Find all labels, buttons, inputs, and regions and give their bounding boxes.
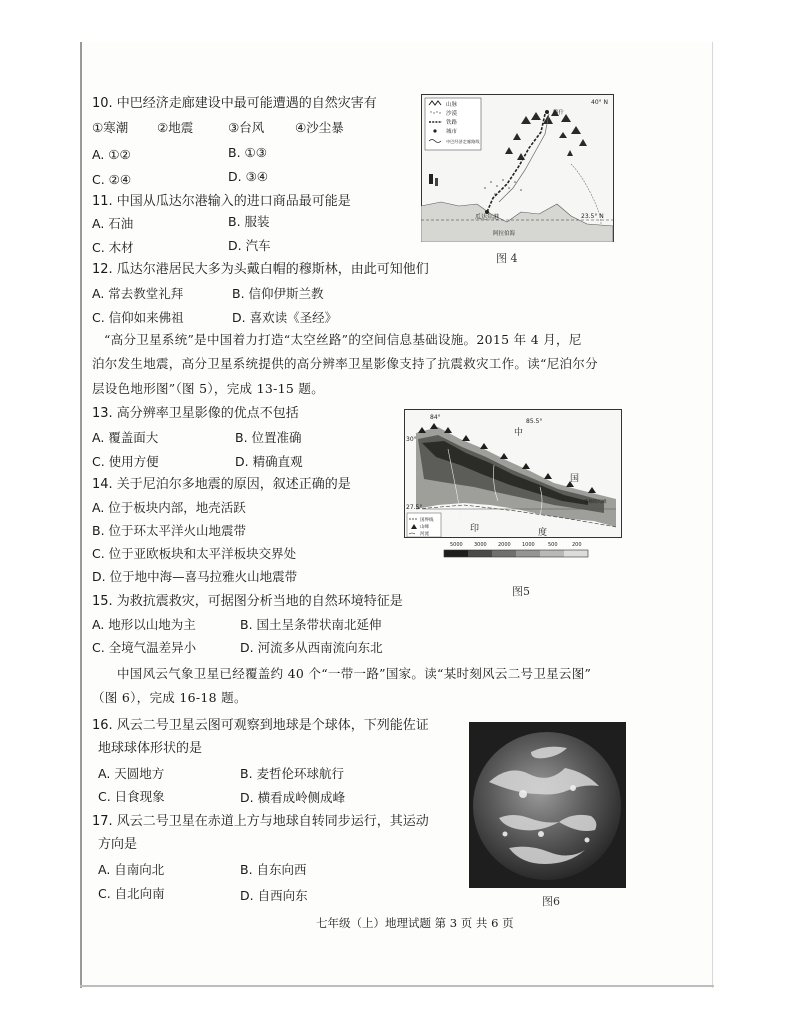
q13-option-d[interactable]: D. 精确直观: [235, 454, 303, 469]
fig4-caption: 图 4: [496, 252, 518, 265]
q12-option-b[interactable]: B. 信仰伊斯兰教: [232, 286, 324, 301]
q17-option-b[interactable]: B. 自东向西: [240, 862, 307, 877]
page-shadow-right: [712, 42, 713, 988]
passage1-line-1: “高分卫星系统”是中国着力打造“太空丝路”的空间信息基础设施。2015 年 4 月，尼: [104, 332, 582, 347]
page-footer: 七年级（上）地理试题 第 3 页 共 6 页: [316, 916, 514, 930]
q17-option-c[interactable]: C. 自北向南: [98, 886, 165, 901]
q16-stem-line-2: 地球球体形状的是: [98, 741, 203, 756]
q14-stem: 14. 关于尼泊尔多地震的原因，叙述正确的是: [92, 477, 351, 492]
q17-stem-line-1: 17. 风云二号卫星在赤道上方与地球自转同步运行，其运动: [92, 814, 429, 829]
q10-option-b[interactable]: B. ①③: [228, 145, 267, 160]
fig5-legend-border: 国界线: [420, 518, 434, 523]
fig4-label-lat-23: 23.5° N: [581, 213, 604, 220]
fig5-scale-5000: 5000: [450, 542, 463, 548]
q14-option-b[interactable]: B. 位于环太平洋火山地震带: [92, 523, 247, 538]
page-shadow-bottom: [80, 985, 714, 987]
q12-stem: 12. 瓜达尔港居民大多为头戴白帽的穆斯林，由此可知他们: [92, 262, 429, 277]
fig5-scale-3000: 3000: [474, 542, 487, 548]
q17-stem-line-2: 方向是: [98, 837, 138, 852]
q13-stem: 13. 高分辨率卫星影像的优点不包括: [92, 406, 299, 421]
fig5-scale-1000: 1000: [522, 542, 535, 548]
fig5-label-china-2: 国: [570, 474, 580, 484]
fig5-label-india-2: 度: [538, 528, 548, 538]
q13-option-a[interactable]: A. 覆盖面大: [92, 430, 159, 445]
fig5-scale-500: 500: [548, 542, 558, 548]
q15-option-b[interactable]: B. 国土呈条带状南北延伸: [240, 617, 382, 632]
fig5-caption: 图5: [512, 585, 530, 598]
fig5-label-india-1: 印: [470, 524, 480, 534]
q14-option-c[interactable]: C. 位于亚欧板块和太平洋板块交界处: [92, 546, 297, 561]
q16-option-a[interactable]: A. 天圆地方: [98, 766, 165, 781]
fig5-label-china-1: 中: [514, 428, 524, 438]
fig4-label-kashgar: 喀什: [553, 110, 565, 116]
q12-option-d[interactable]: D. 喜欢读《圣经》: [232, 310, 338, 325]
q14-option-d[interactable]: D. 位于地中海—喜马拉雅火山地震带: [92, 569, 298, 584]
passage1-line-2: 泊尔发生地震，高分卫星系统提供的高分辨率卫星影像支持了抗震救灾工作。读“尼泊尔分: [92, 356, 598, 371]
q15-option-d[interactable]: D. 河流多从西南流向东北: [240, 640, 383, 655]
fig5-label-everest: 珠穆朗玛峰: [584, 500, 607, 505]
q14-option-a[interactable]: A. 位于板块内部，地壳活跃: [92, 500, 246, 515]
q15-option-a[interactable]: A. 地形以山地为主: [92, 617, 196, 632]
fig5-legend-river: 河流: [420, 532, 429, 537]
q12-option-a[interactable]: A. 常去教堂礼拜: [92, 286, 184, 301]
fig4-label-gwadar: 瓜达尔港: [475, 214, 500, 221]
fig6-caption: 图6: [542, 895, 560, 908]
q12-option-c[interactable]: C. 信仰如来佛祖: [92, 310, 184, 325]
fig4-legend-desert: 沙漠: [446, 111, 458, 117]
fig4-label-arabian-sea: 阿拉伯海: [493, 231, 516, 237]
q15-stem: 15. 为救抗震救灾，可据图分析当地的自然环境特征是: [92, 594, 403, 609]
q11-option-c[interactable]: C. 木材: [92, 240, 134, 255]
q11-option-b[interactable]: B. 服装: [228, 214, 270, 229]
q17-option-a[interactable]: A. 自南向北: [98, 862, 165, 877]
fig5-scale-200: 200: [572, 542, 582, 548]
passage2-line-2: （图 6），完成 16-18 题。: [92, 690, 247, 705]
passage1-line-3: 层设色地形图”（图 5），完成 13-15 题。: [92, 381, 324, 396]
q10-item-4: ④沙尘暴: [295, 120, 344, 135]
q16-option-b[interactable]: B. 麦哲伦环球航行: [240, 766, 345, 781]
q10-item-3: ③台风: [228, 120, 265, 135]
q16-option-d[interactable]: D. 横看成岭侧成峰: [240, 790, 346, 805]
fig4-legend-mountain: 山脉: [446, 102, 458, 108]
figure-5-map: [404, 409, 622, 575]
figure-6-satellite-image: [469, 722, 626, 888]
fig4-legend-corridor: 中巴经济走廊路线: [446, 139, 480, 144]
fig4-label-lat-40: 40° N: [591, 99, 609, 106]
q10-option-c[interactable]: C. ②④: [92, 172, 132, 187]
fig5-label-27: 27.5°: [406, 504, 423, 511]
fig4-legend-railway: 铁路: [446, 120, 458, 126]
q13-option-c[interactable]: C. 使用方便: [92, 454, 159, 469]
fig5-label-84: 84°: [430, 414, 441, 421]
q16-stem-line-1: 16. 风云二号卫星云图可观察到地球是个球体，下列能佐证: [92, 718, 429, 733]
fig4-legend-city: 城市: [446, 129, 458, 135]
q10-item-1: ①寒潮: [92, 120, 129, 135]
q11-option-a[interactable]: A. 石油: [92, 216, 134, 231]
q16-option-c[interactable]: C. 日食现象: [98, 789, 165, 804]
passage2-line-1: 中国风云气象卫星已经覆盖约 40 个“一带一路”国家。读“某时刻风云二号卫星云图”: [117, 666, 592, 681]
q17-option-d[interactable]: D. 自西向东: [240, 888, 308, 903]
q15-option-c[interactable]: C. 全境气温差异小: [92, 640, 197, 655]
fig5-scale-2000: 2000: [498, 542, 511, 548]
fig5-legend-peak: 山峰: [420, 525, 429, 530]
q10-option-a[interactable]: A. ①②: [92, 147, 131, 162]
fig5-elevation-scale: [444, 542, 588, 557]
figure-4-map: [421, 94, 614, 242]
fig5-label-85: 85.5°: [526, 418, 543, 425]
q13-option-b[interactable]: B. 位置准确: [235, 430, 302, 445]
q11-option-d[interactable]: D. 汽车: [228, 238, 271, 253]
fig5-label-30: 30°: [406, 436, 417, 443]
page-shadow-left: [80, 42, 82, 988]
q10-item-2: ②地震: [157, 120, 194, 135]
q10-option-d[interactable]: D. ③④: [228, 169, 268, 184]
q11-stem: 11. 中国从瓜达尔港输入的进口商品最可能是: [92, 194, 351, 209]
q10-stem: 10. 中巴经济走廊建设中最可能遭遇的自然灾害有: [92, 96, 377, 111]
